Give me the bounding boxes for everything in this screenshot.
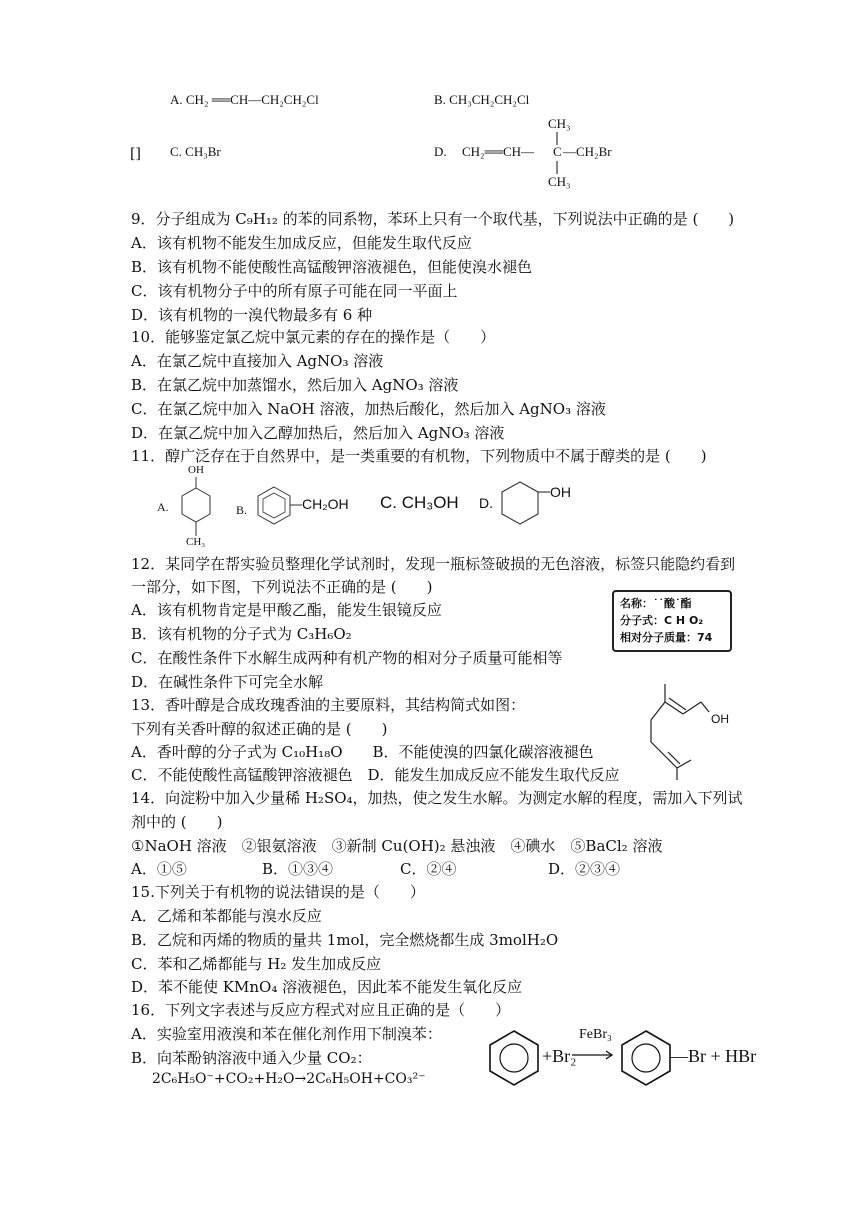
q16-option-b: B．向苯酚钠溶液中通入少量 CO₂： (131, 1049, 372, 1067)
q11-option-d-structure (498, 478, 556, 532)
q8-option-d-top: CH₃ (548, 116, 571, 131)
q15-option-c: C．苯和乙烯都能与 H₂ 发生加成反应 (131, 955, 382, 973)
q11-option-d-oh: OH (550, 484, 571, 500)
geraniol-structure (645, 680, 735, 780)
q11-option-a-ch3: CH₃ (186, 536, 206, 548)
q8-option-c: C. CH₃Br (170, 144, 221, 159)
reagent-label-name: 名称：˙˙酸˙酯 (620, 597, 692, 610)
q11-option-b-label: B. (236, 503, 248, 517)
q10-stem: 10．能够鉴定氯乙烷中氯元素的存在的操作是（ ） (131, 328, 496, 346)
rxn-catalyst: FeBr₃ (579, 1027, 612, 1042)
q11-option-d-label: D. (479, 495, 493, 511)
rxn-arrow (570, 1049, 616, 1061)
q11-option-a-oh: OH (188, 464, 204, 476)
q8-bracket: [] (130, 146, 141, 162)
benzene-ring-product (618, 1028, 674, 1088)
q15-option-a: A．乙烯和苯都能与溴水反应 (131, 907, 322, 925)
q14-option-c: C．②④ (400, 860, 457, 878)
q14-stem-line1: 14．向淀粉中加入少量稀 H₂SO₄，加热，使之发生水解。为测定水解的程度，需加入下列试 (131, 789, 743, 807)
benzene-ring-reactant (486, 1028, 542, 1088)
q11-option-b-structure (254, 484, 304, 528)
q8-d-vertical-bonds (550, 130, 566, 176)
q12-option-a: A．该有机物肯定是甲酸乙酯，能发生银镜反应 (131, 601, 442, 619)
q11-option-a-structure (176, 474, 216, 540)
rxn-product: —Br + HBr (670, 1046, 757, 1066)
q12-option-d: D．在碱性条件下可完全水解 (131, 673, 324, 691)
q8-option-d-left: CH₂══CH— (462, 144, 535, 159)
q12-option-b: B．该有机物的分子式为 C₃H₆O₂ (131, 625, 352, 643)
q9-option-c: C．该有机物分子中的所有原子可能在同一平面上 (131, 282, 458, 300)
rxn-plus-br2: +Br₂ (542, 1046, 577, 1066)
q15-option-b: B．乙烷和丙烯的物质的量共 1mol，完全燃烧都生成 3molH₂O (131, 931, 559, 949)
q11-option-b-group: CH₂OH (302, 496, 349, 512)
q9-option-b: B．该有机物不能使酸性高锰酸钾溶液褪色，但能使溴水褪色 (131, 258, 533, 276)
q12-option-c: C．在酸性条件下水解生成两种有机产物的相对分子质量可能相等 (131, 649, 563, 667)
q8-option-d-center: C (553, 144, 562, 159)
q9-option-d: D．该有机物的一溴代物最多有 6 种 (131, 306, 373, 324)
q13-stem-line2: 下列有关香叶醇的叙述正确的是 ( ) (131, 720, 388, 738)
q11-option-a-label: A. (157, 500, 169, 514)
geraniol-oh: OH (711, 712, 729, 726)
q8-option-b: B. CH₃CH₂CH₂Cl (434, 92, 530, 107)
reagent-label-formula: 分子式：C H O₂ (620, 614, 704, 627)
q11-stem: 11．醇广泛存在于自然界中，是一类重要的有机物，下列物质中不属于醇类的是 ( ) (131, 447, 707, 465)
q16-stem: 16．下列文字表述与反应方程式对应且正确的是（ ） (131, 1001, 511, 1019)
q13-options-ab: A．香叶醇的分子式为 C₁₀H₁₈O B．不能使溴的四氯化碳溶液褪色 (131, 743, 594, 761)
q14-reagents: ①NaOH 溶液 ②银氨溶液 ③新制 Cu(OH)₂ 悬浊液 ④碘水 ⑤BaCl₂ 溶液 (131, 837, 663, 855)
q10-option-a: A．在氯乙烷中直接加入 AgNO₃ 溶液 (131, 352, 384, 370)
q14-option-d: D．②③④ (548, 860, 621, 878)
q10-option-c: C．在氯乙烷中加入 NaOH 溶液，加热后酸化，然后加入 AgNO₃ 溶液 (131, 400, 606, 418)
q15-stem: 15.下列关于有机物的说法错误的是（ ） (131, 883, 425, 901)
q10-option-d: D．在氯乙烷中加入乙醇加热后，然后加入 AgNO₃ 溶液 (131, 424, 505, 442)
q14-option-a: A．①⑤ (131, 860, 187, 878)
reagent-label-card (612, 590, 732, 652)
q9-option-a: A．该有机物不能发生加成反应，但能发生取代反应 (131, 234, 472, 252)
q15-option-d: D．苯不能使 KMnO₄ 溶液褪色，因此苯不能发生氧化反应 (131, 978, 523, 996)
q13-options-cd: C．不能使酸性高锰酸钾溶液褪色 D．能发生加成反应不能发生取代反应 (131, 766, 620, 784)
q14-stem-line2: 剂中的 ( ) (131, 813, 223, 831)
q12-stem-line2: 一部分，如下图，下列说法不正确的是 ( ) (131, 578, 433, 596)
q8-option-a: A. CH₂ ══CH—CH₂CH₂Cl (170, 92, 319, 107)
q8-option-d-bottom: CH₃ (548, 174, 571, 189)
q16-option-b-equation: 2C₆H₅O⁻+CO₂+H₂O→2C₆H₅OH+CO₃²⁻ (152, 1071, 426, 1087)
q9-stem: 9．分子组成为 C₉H₁₂ 的苯的同系物，苯环上只有一个取代基，下列说法中正确的是 ( ) (131, 210, 735, 228)
q8-option-d-label: D. (434, 144, 447, 159)
q16-option-a: A．实验室用液溴和苯在催化剂作用下制溴苯： (131, 1025, 442, 1043)
reagent-label-mass: 相对分子质量：74 (620, 631, 713, 644)
q13-stem-line1: 13．香叶醇是合成玫瑰香油的主要原料，其结构简式如图： (131, 696, 526, 714)
q14-option-b: B．①③④ (262, 860, 334, 878)
q12-stem-line1: 12．某同学在帮实验员整理化学试剂时，发现一瓶标签破损的无色溶液，标签只能隐约看到 (131, 555, 736, 573)
q11-option-c: C. CH₃OH (380, 493, 459, 512)
q10-option-b: B．在氯乙烷中加蒸馏水，然后加入 AgNO₃ 溶液 (131, 376, 459, 394)
q8-option-d-right: —CH₂Br (563, 144, 612, 159)
